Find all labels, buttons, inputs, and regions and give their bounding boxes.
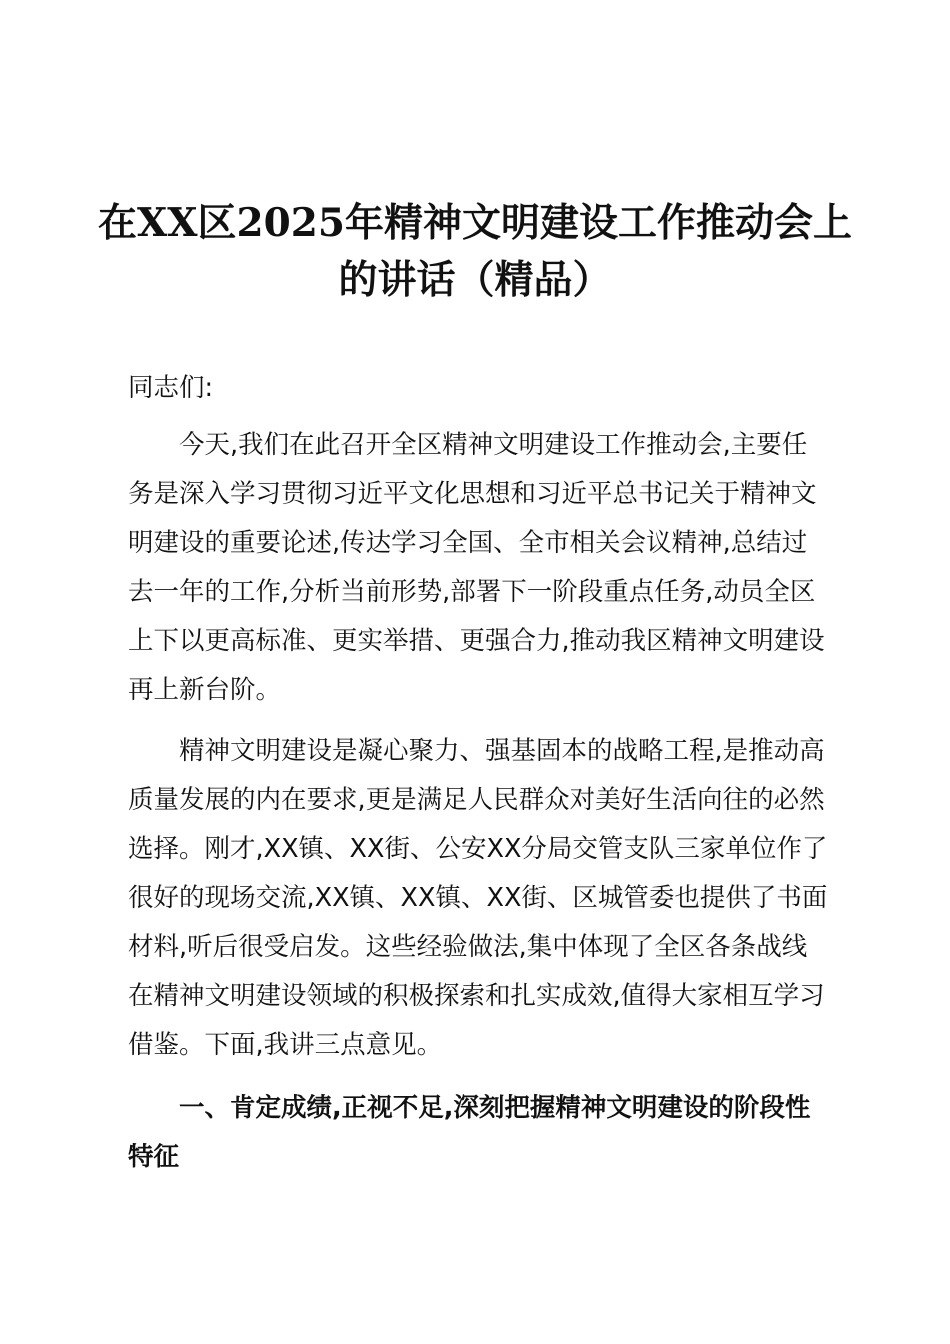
document-title: 在XX区2025年精神文明建设工作推动会上的讲话（精品） — [97, 200, 853, 303]
salutation: 同志们: — [128, 373, 214, 403]
section-heading: 一、肯定成绩,正视不足,深刻把握精神文明建设的阶段性特征 — [128, 1093, 811, 1172]
paragraph-significance: 精神文明建设是凝心聚力、强基固本的战略工程,是推动高质量发展的内在要求,更是满足人民群众对美好生活向往的必然选择。刚才,XX镇、XX街、公安XX分局交管支队三家单位作了很好的现场交流,XX镇、XX镇、XX街、区城管委也提供了书面材料,听后很受启发。这些经验做法,集中体现了全区各条战线在精神文明建设领域的积极探索和扎实成效,值得大家相互学习借鉴。下面,我讲三点意见。 — [128, 736, 828, 1060]
paragraph-intro: 今天,我们在此召开全区精神文明建设工作推动会,主要任务是深入学习贯彻习近平文化思想和习近平总书记关于精神文明建设的重要论述,传达学习全国、全市相关会议精神,总结过去一年的工作,分析当前形势,部署下一阶段重点任务,动员全区上下以更高标准、更实举措、更强合力,推动我区精神文明建设再上新台阶。 — [128, 430, 825, 705]
